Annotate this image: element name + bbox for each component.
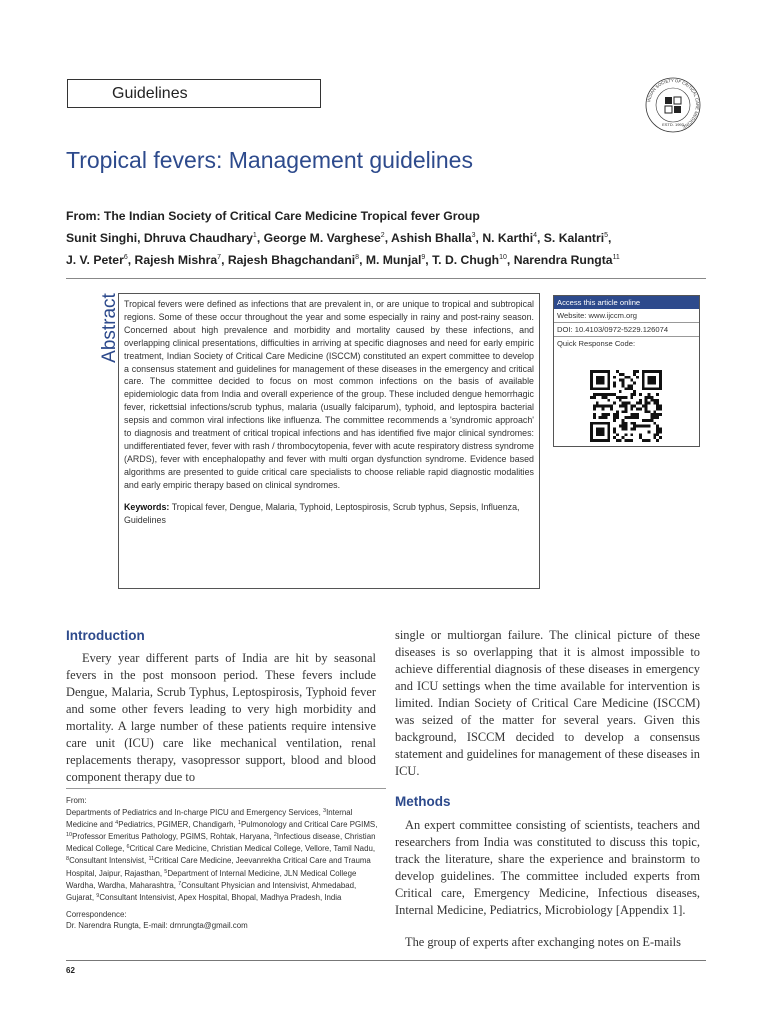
affiliation-entry: Consultant Physician and Intensivist, Ahmedabad, Gujarat, (66, 880, 357, 902)
affiliation-entry: Internal Medicine and (66, 808, 353, 830)
affiliation-marker: 7 (178, 880, 182, 887)
correspondence (66, 909, 381, 931)
page-number: 62 (66, 966, 75, 975)
affiliations (66, 795, 381, 931)
from-group-line: From: The Indian Society of Critical Care Medicine Tropical fever Group (66, 209, 480, 223)
affiliation-entry: Department of Internal Medicine, JLN Medical College Wardha, Wardha, Maharashtra, (66, 868, 357, 890)
affiliation-entry: Critical Care Medicine, Christian Medical College, Vellore, Tamil Nadu, (129, 844, 376, 854)
author-name: George M. Varghese (263, 231, 381, 245)
author-affiliation-marker: 6 (123, 254, 128, 261)
keywords (124, 501, 534, 527)
footer-divider (66, 960, 706, 961)
methods-text: An expert committee consisting of scientists, teachers and researchers from India was constituted to discuss this topic, track the literature, share the experience and brainstorm to develop guidelines. The committee included experts from Critical care, Emergency Medicine, Infectious diseases, Internal Medicine, Pediatrics, Microbiology [Appendix 1]. (395, 818, 700, 917)
doi-text: DOI: 10.4103/0972-5229.126074 (554, 323, 699, 337)
author-affiliation-marker: 7 (217, 254, 222, 261)
affiliation-entry: Critical Care Medicine, Jeevanrekha Critical Care and Trauma Hospital, Jaipur, Rajasthan, (66, 856, 371, 878)
author-name: M. Munjal (365, 253, 422, 267)
affiliation-marker: 9 (96, 892, 100, 899)
seal-text: INDIAN SOCIETY OF CRITICAL CARE MEDICINE (646, 77, 701, 130)
qr-code-icon[interactable] (590, 370, 662, 442)
affiliation-marker: 4 (115, 820, 119, 827)
seal-year: ESTD. 1993 (662, 122, 684, 127)
author-affiliation-marker: 1 (252, 232, 257, 239)
affiliation-marker: 5 (164, 868, 168, 875)
author-affiliation-marker: 8 (355, 254, 360, 261)
affiliation-entry: Infectious disease, Christian Medical College, (66, 832, 376, 854)
author-line-2: J. V. Peter$^6$, Rajesh Mishra$^7$, Rajesh Bhagchandani$^8$, M. Munjal$^9$, T. D. Chugh$^{10}$, Narendra Rungta$^{11}$ (66, 253, 620, 267)
affiliation-marker: 3 (323, 808, 327, 815)
author-affiliation-marker: 9 (421, 254, 426, 261)
abstract-box (118, 293, 540, 589)
author-name: S. Kalantri (543, 231, 605, 245)
author-name: Sunit Singhi (66, 231, 138, 245)
author-name: Narendra Rungta (513, 253, 613, 267)
keywords-list: Tropical fever, Dengue, Malaria, Typhoid, Leptospirosis, Scrub typhus, Sepsis, Influenza, Guidelines (124, 501, 520, 525)
keywords-label: Keywords: (124, 501, 170, 512)
affiliation-list (66, 806, 381, 903)
section-label: Guidelines (112, 85, 188, 102)
author-affiliation-marker: 3 (471, 232, 476, 239)
author-divider (66, 278, 706, 279)
affiliation-entry: Professor Emeritus Pathology, PGIMS, Rohtak, Haryana, (72, 832, 274, 842)
author-affiliation-marker: 10 (499, 254, 507, 261)
methods-text-continued: The group of experts after exchanging notes on E-mails (405, 935, 681, 949)
affiliation-entry: Departments of Pediatrics and In-charge PICU and Emergency Services, (66, 808, 324, 818)
affiliation-marker: 6 (126, 844, 130, 851)
correspondence-label: Correspondence: (66, 909, 127, 919)
introduction-text: Every year different parts of India are hit by seasonal fevers in the post monsoon period. These fevers include Dengue, Malaria, Scrub Typhus, Leptospirosis, Typhoid fever and some other fevers leading to very high morbidity and mortality. A large number of these patients require intensive care unit (ICU) care like mechanical ventilation, renal replacements therapy, vasopressor support, blood and blood component therapy due to (66, 651, 376, 784)
author-affiliation-marker: 2 (380, 232, 385, 239)
affiliation-marker: 8 (66, 856, 70, 863)
introduction-continued: single or multiorgan failure. The clinical picture of these diseases is so overlapping that it is almost impossible to achieve differential diagnosis of these diseases in emergency and ICU settings when the time available for intervention is limited. Indian Society of Critical Care Medicine (ISCCM) was seized of the matter for several years. Given this background, ISCCM decided to develop a consensus statement and guidelines for management of these diseases in ICU. (395, 628, 700, 778)
access-article-box (553, 295, 700, 447)
author-affiliation-marker: 4 (533, 232, 538, 239)
author-line-1: Sunit Singhi, Dhruva Chaudhary$^1$, George M. Varghese$^2$, Ashish Bhalla$^3$, N. Karthi$^4$, S. Kalantri$^5$, (66, 231, 612, 245)
introduction-heading: Introduction (66, 628, 145, 643)
affiliation-entry: Consultant Intensivist, Apex Hospital, Bhopal, Madhya Pradesh, India (99, 892, 342, 902)
author-name: Ashish Bhalla (391, 231, 472, 245)
author-name: Dhruva Chaudhary (143, 231, 253, 245)
author-affiliation-marker: 5 (604, 232, 608, 239)
correspondence-contact: Dr. Narendra Rungta, E-mail: drnrungta@gmail.com (66, 920, 248, 930)
author-block (66, 207, 706, 270)
affiliation-marker: 1 (237, 820, 241, 827)
society-seal-logo (644, 76, 702, 134)
author-name: Rajesh Bhagchandani (227, 253, 356, 267)
author-affiliation-marker: 11 (612, 254, 620, 261)
affiliation-entry: Pulmonology and Critical Care PGIMS, (241, 820, 378, 830)
affiliation-entry: Consultant Intensivist, (69, 856, 149, 866)
affiliation-marker: 11 (148, 856, 155, 863)
qr-label: Quick Response Code: (557, 339, 636, 348)
affiliation-divider (66, 788, 386, 789)
author-name: J. V. Peter (66, 253, 124, 267)
abstract-label: Abstract (99, 293, 120, 363)
website-link[interactable]: Website: www.ijccm.org (554, 309, 699, 323)
article-title: Tropical fevers: Management guidelines (66, 147, 473, 173)
access-header: Access this article online (554, 296, 699, 309)
section-label-box (67, 79, 321, 108)
affiliation-entry: Pediatrics, PGIMER, Chandigarh, (118, 820, 238, 830)
affiliation-marker: 2 (273, 832, 277, 839)
author-name: N. Karthi (482, 231, 534, 245)
affiliation-marker: 10 (66, 832, 73, 839)
author-name: Rajesh Mishra (134, 253, 218, 267)
abstract-text: Tropical fevers were defined as infections that are prevalent in, or are unique to tropical and subtropical regions. Some of these occur throughout the year and some especially in rainy and post-rainy season. Concerned about high prevalence and morbidity and mortality caused by these infections, and overlapping clinical presentations, difficulties in arriving at specific diagnoses and need for early empiric treatment, Indian Society of Critical Care Medicine (ISCCM) constituted an expert committee to develop a consensus statement and guidelines for management of these diseases in the emergency and critical care. The committee decided to focus on most common infections on the basis of available epidemiologic data from India and overall experience of the group. These included dengue hemorrhagic fever, rickettsial infections/scrub typhus, malaria (usually falciparum), typhoid, and leptospira bacterial sepsis and common viral infections like influenza. The committee recommends a 'syndromic approach' to diagnosis and treatment of critical tropical infections and has identified five major clinical syndromes: undifferentiated fever, fever with rash / thrombocytopenia, fever with acute respiratory distress syndrome (ARDS), fever with encephalopathy and fever with multi organ dysfunction syndrome. Evidence based algorithms are presented to guide critical care specialists to choose reliable rapid diagnostic modalities and early empiric therapy based on clinical syndromes. (124, 299, 534, 490)
methods-heading: Methods (395, 794, 451, 809)
author-name: T. D. Chugh (432, 253, 500, 267)
affiliations-from-label: From: (66, 796, 87, 805)
